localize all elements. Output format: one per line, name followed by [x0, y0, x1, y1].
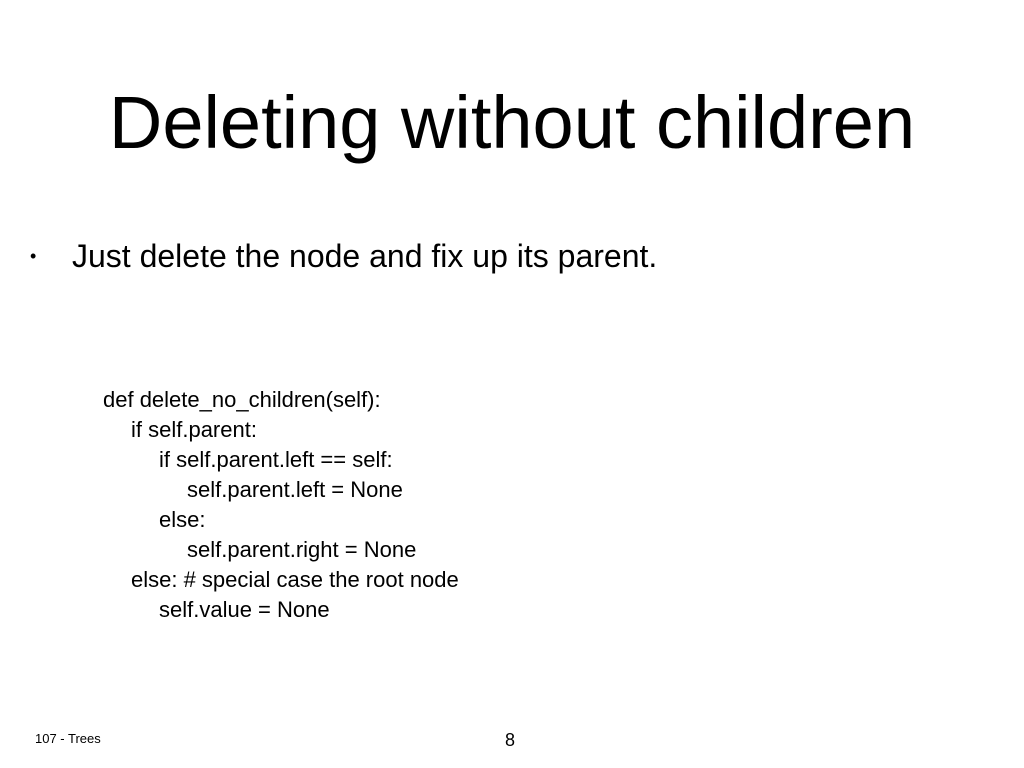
slide-title: Deleting without children	[108, 81, 916, 164]
code-line: else:	[159, 507, 206, 532]
code-line: self.value = None	[159, 597, 330, 622]
code-line: else: # special case the root node	[131, 567, 459, 592]
code-line: def delete_no_children(self):	[103, 387, 381, 412]
bullet-marker: •	[30, 245, 37, 266]
bullet-text: Just delete the node and fix up its parent.	[72, 238, 658, 274]
footer-page-number: 8	[505, 730, 516, 750]
bullet-item	[30, 234, 657, 278]
code-line: if self.parent:	[131, 417, 257, 442]
code-block	[103, 385, 459, 625]
footer-course-label: 107 - Trees	[35, 731, 101, 746]
code-line: if self.parent.left == self:	[159, 447, 393, 472]
code-line: self.parent.right = None	[187, 537, 417, 562]
code-line: self.parent.left = None	[187, 477, 403, 502]
